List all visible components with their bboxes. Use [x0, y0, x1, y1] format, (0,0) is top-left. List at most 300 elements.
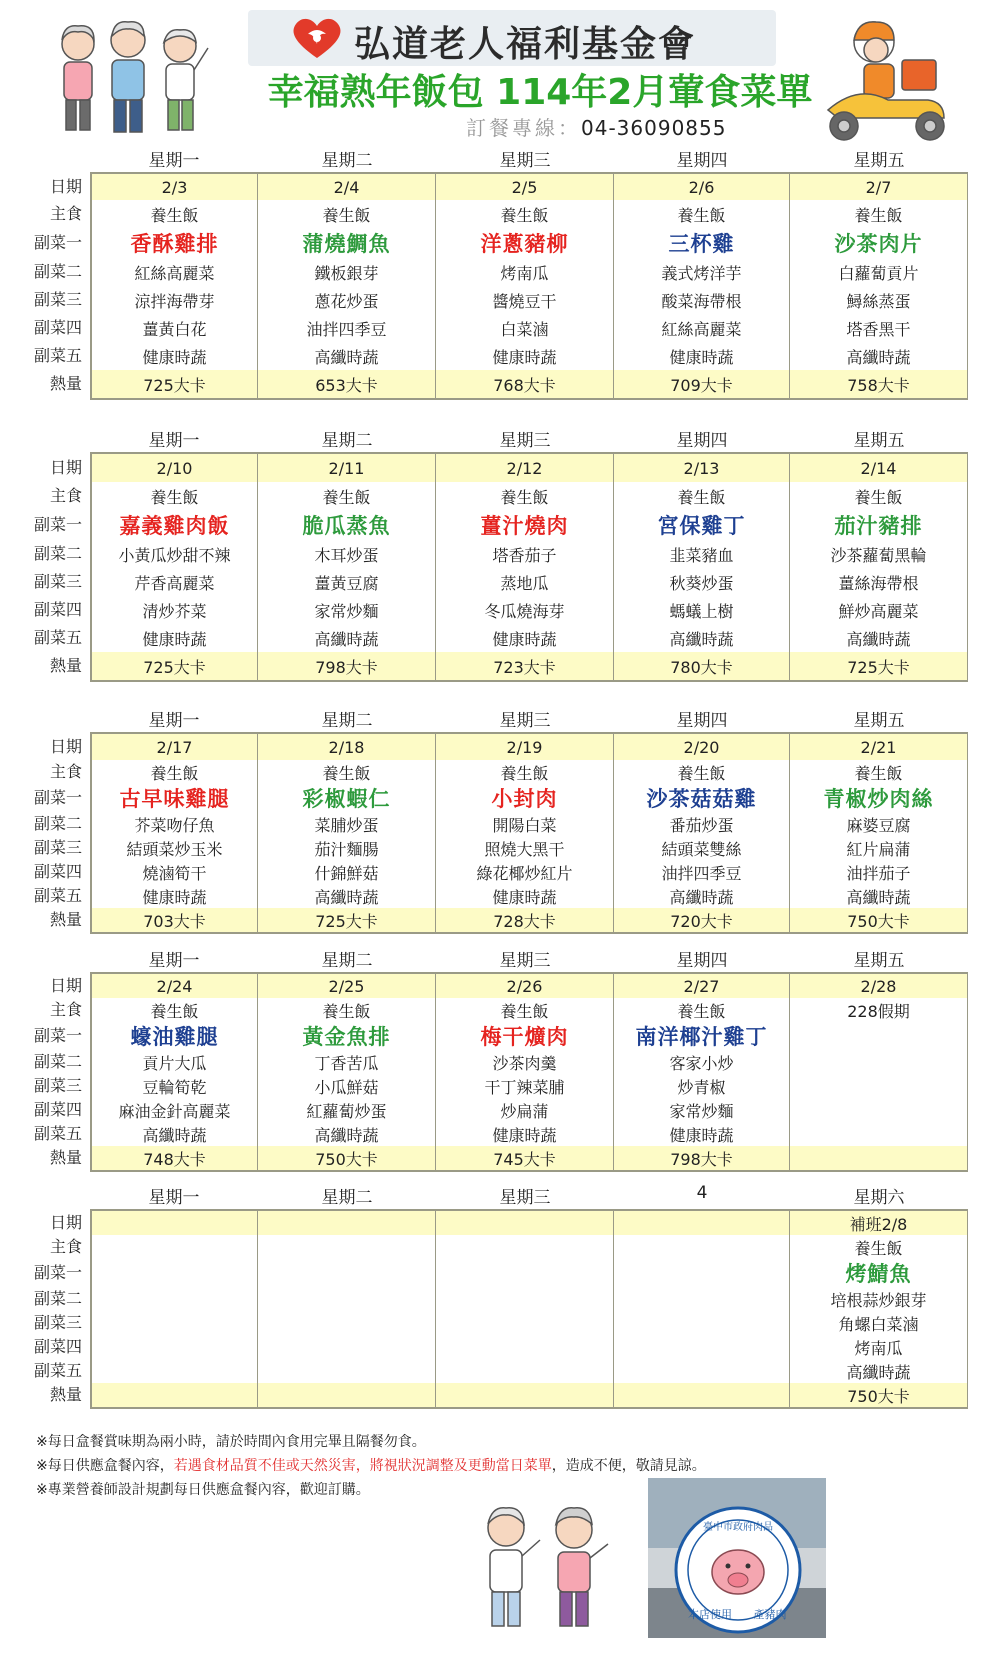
date-cell: [436, 174, 614, 200]
calorie-cell: [90, 1383, 258, 1407]
row-label: 副菜五: [33, 1124, 82, 1143]
menu-cell: [436, 228, 614, 258]
date-cell: [90, 974, 258, 998]
row-label: 副菜二: [33, 544, 82, 563]
dish-text: 麻油金針高麗菜: [118, 1101, 231, 1121]
date-cell: [258, 174, 436, 200]
menu-cell: [790, 998, 968, 1022]
dish-text: 鮮炒高麗菜: [838, 601, 919, 621]
featured-dish: 薑汁燒肉: [480, 514, 569, 538]
heart-logo-icon: [288, 16, 346, 60]
dish-text: 2/25: [328, 976, 365, 996]
dish-text: 紅蘿蔔炒蛋: [306, 1101, 387, 1121]
menu-cell: [614, 624, 790, 652]
menu-cell: [614, 1235, 790, 1259]
menu-cell: [436, 784, 614, 812]
calorie-cell: [90, 908, 258, 932]
day-header: 星期三: [499, 431, 551, 451]
menu-cell: [90, 286, 258, 314]
menu-cell: [258, 596, 436, 624]
row-label: 副菜四: [33, 318, 82, 337]
dish-text: 養生飯: [500, 1001, 549, 1021]
order-hotline: [466, 112, 726, 141]
menu-cell: [90, 540, 258, 568]
dish-text: 酸菜海帶根: [661, 291, 742, 311]
dish-text: 結頭菜炒玉米: [126, 839, 223, 859]
row-label: 日期: [49, 737, 82, 756]
menu-cell: [790, 482, 968, 510]
day-header: 星期四: [676, 951, 728, 971]
date-cell: [790, 1211, 968, 1235]
menu-cell: [790, 1359, 968, 1383]
note-menu-changes: [36, 1454, 706, 1478]
dish-text: 茄汁麵腸: [314, 839, 379, 859]
calorie-cell: [614, 1383, 790, 1407]
date-cell: [790, 974, 968, 998]
menu-cell: [436, 1359, 614, 1383]
menu-cell: [614, 1359, 790, 1383]
menu-cell: [258, 286, 436, 314]
dish-text: 炒扁蒲: [500, 1101, 549, 1121]
menu-cell: [614, 1335, 790, 1359]
dish-text: 家常炒麵: [669, 1101, 734, 1121]
dish-text: 客家小炒: [669, 1053, 734, 1073]
day-header: 星期一: [148, 1188, 200, 1208]
day-header: 星期六: [853, 1188, 905, 1208]
day-header: 星期四: [676, 431, 728, 451]
menu-cell: [90, 624, 258, 652]
dish-text: 塔香黑干: [846, 319, 911, 339]
menu-cell: [90, 760, 258, 784]
menu-cell: [90, 1335, 258, 1359]
badge-top-text: 臺中市政府肉品: [703, 1522, 773, 1533]
row-label: 日期: [49, 1213, 82, 1232]
dish-text: 725大卡: [315, 911, 378, 931]
notes: [36, 1430, 706, 1502]
calorie-cell: [258, 652, 436, 680]
dish-text: 748大卡: [143, 1149, 206, 1169]
dish-text: 薑絲海帶根: [838, 573, 919, 593]
menu-cell: [436, 314, 614, 342]
pork-certification-badge: [648, 1478, 826, 1638]
featured-dish: 宮保雞丁: [657, 514, 746, 538]
menu-cell: [790, 1259, 968, 1287]
menu-cell: [790, 1287, 968, 1311]
day-header: 星期三: [499, 711, 551, 731]
dish-text: 健康時蔬: [142, 347, 207, 367]
menu-cell: [614, 1074, 790, 1098]
date-cell: [790, 734, 968, 760]
dish-text: 768大卡: [493, 375, 556, 395]
featured-dish: 洋蔥豬柳: [480, 232, 569, 256]
date-cell: [436, 1211, 614, 1235]
dish-text: 干丁辣菜脯: [484, 1077, 565, 1097]
menu-cell: [258, 510, 436, 540]
menu-cell: [436, 1050, 614, 1074]
menu-cell: [614, 812, 790, 836]
menu-cell: [790, 1235, 968, 1259]
menu-cell: [436, 1074, 614, 1098]
menu-cell: [90, 1259, 258, 1287]
dish-text: 紅絲高麗菜: [134, 263, 215, 283]
dish-text: 芹香高麗菜: [134, 573, 215, 593]
featured-dish: 青椒炒肉絲: [823, 787, 934, 811]
menu-cell: [790, 342, 968, 370]
row-label: 副菜五: [33, 1361, 82, 1380]
dish-text: 養生飯: [677, 1001, 726, 1021]
menu-cell: [258, 342, 436, 370]
day-header: 星期五: [853, 151, 905, 171]
menu-cell: [258, 1335, 436, 1359]
featured-dish: 沙茶菇菇雞: [646, 787, 757, 811]
row-divider: [90, 1407, 968, 1409]
menu-cell: [614, 228, 790, 258]
menu-cell: [436, 286, 614, 314]
calorie-cell: [258, 908, 436, 932]
menu-cell: [258, 998, 436, 1022]
menu-cell: [90, 836, 258, 860]
menu-cell: [258, 1359, 436, 1383]
menu-cell: [436, 1311, 614, 1335]
featured-dish: 蒲燒鯛魚: [302, 232, 391, 256]
dish-text: 養生飯: [322, 205, 371, 225]
menu-cell: [790, 568, 968, 596]
dish-text: 豆輪筍乾: [142, 1077, 207, 1097]
day-header: 星期二: [321, 1188, 373, 1208]
dish-text: 蒸地瓜: [500, 573, 549, 593]
menu-cell: [790, 812, 968, 836]
featured-dish: 香酥雞排: [130, 232, 219, 256]
menu-cell: [258, 624, 436, 652]
dish-text: 麻婆豆腐: [846, 815, 911, 835]
dish-text: 烤南瓜: [854, 1338, 903, 1358]
menu-cell: [258, 1122, 436, 1146]
menu-cell: [614, 1050, 790, 1074]
day-header: 4: [696, 1183, 708, 1203]
featured-dish: 沙茶肉片: [834, 232, 923, 256]
date-cell: [90, 454, 258, 482]
menu-cell: [90, 1022, 258, 1050]
date-cell: [258, 1211, 436, 1235]
dish-text: 2/11: [328, 458, 365, 478]
row-label: 主食: [49, 1237, 82, 1256]
dish-text: 清炒芥菜: [142, 601, 207, 621]
dish-text: 高纖時蔬: [142, 1125, 207, 1145]
dish-text: 丁香苦瓜: [314, 1053, 379, 1073]
day-header: 星期三: [499, 1188, 551, 1208]
dish-text: 健康時蔬: [669, 1125, 734, 1145]
menu-cell: [436, 1022, 614, 1050]
row-label: 副菜三: [33, 1313, 82, 1332]
dish-text: 醬燒豆干: [492, 291, 557, 311]
menu-cell: [790, 1122, 968, 1146]
menu-cell: [90, 1050, 258, 1074]
menu-cell: [436, 510, 614, 540]
featured-dish: 脆瓜蒸魚: [302, 514, 391, 538]
menu-cell: [90, 1235, 258, 1259]
calorie-cell: [90, 652, 258, 680]
date-cell: [436, 974, 614, 998]
menu-cell: [436, 1098, 614, 1122]
dish-text: 750大卡: [847, 911, 910, 931]
dish-text: 開陽白菜: [492, 815, 557, 835]
calorie-cell: [790, 370, 968, 398]
menu-cell: [258, 812, 436, 836]
featured-dish: 彩椒蝦仁: [302, 787, 391, 811]
page-header: [0, 0, 1000, 150]
menu-cell: [90, 1074, 258, 1098]
calorie-cell: [436, 652, 614, 680]
menu-cell: [790, 596, 968, 624]
day-header: 星期五: [853, 711, 905, 731]
dish-text: 2/6: [688, 177, 715, 197]
date-cell: [614, 454, 790, 482]
menu-cell: [614, 286, 790, 314]
dish-text: 油拌四季豆: [306, 319, 387, 339]
dish-text: 高纖時蔬: [314, 887, 379, 907]
dish-text: 養生飯: [150, 763, 199, 783]
row-divider: [90, 680, 968, 682]
featured-dish: 嘉義雞肉飯: [119, 514, 230, 538]
badge-bottom-right: 產豬肉: [753, 1608, 787, 1621]
dish-text: 2/28: [860, 976, 897, 996]
dish-text: 高纖時蔬: [846, 887, 911, 907]
menu-cell: [790, 200, 968, 228]
dish-text: 高纖時蔬: [314, 347, 379, 367]
dish-text: 綠花椰炒紅片: [476, 863, 573, 883]
menu-cell: [90, 998, 258, 1022]
menu-cell: [436, 836, 614, 860]
row-label: 副菜三: [33, 838, 82, 857]
menu-cell: [258, 1074, 436, 1098]
row-divider: [90, 398, 968, 400]
menu-cell: [436, 1259, 614, 1287]
date-cell: [258, 734, 436, 760]
dish-text: 秋葵炒蛋: [669, 573, 734, 593]
menu-cell: [790, 1074, 968, 1098]
row-label: 主食: [49, 486, 82, 505]
dish-text: 養生飯: [677, 763, 726, 783]
day-header: 星期二: [321, 151, 373, 171]
row-label: 主食: [49, 204, 82, 223]
day-header: 星期二: [321, 951, 373, 971]
menu-cell: [258, 1050, 436, 1074]
dish-text: 養生飯: [854, 1238, 903, 1258]
row-label: 副菜五: [33, 346, 82, 365]
dish-text: 750大卡: [847, 1386, 910, 1406]
dish-text: 健康時蔬: [492, 347, 557, 367]
menu-cell: [614, 1098, 790, 1122]
dish-text: 2/3: [161, 177, 188, 197]
dish-text: 白蘿蔔貢片: [838, 263, 919, 283]
row-label: 副菜二: [33, 1052, 82, 1071]
row-label: 副菜一: [33, 515, 82, 534]
dish-text: 高纖時蔬: [846, 347, 911, 367]
day-header: 星期五: [853, 951, 905, 971]
menu-cell: [790, 836, 968, 860]
dish-text: 健康時蔬: [142, 629, 207, 649]
row-label: 日期: [49, 458, 82, 477]
menu-cell: [614, 1122, 790, 1146]
dish-text: 健康時蔬: [492, 887, 557, 907]
dish-text: 2/12: [506, 458, 543, 478]
menu-cell: [436, 258, 614, 286]
menu-cell: [258, 200, 436, 228]
menu-cell: [614, 1311, 790, 1335]
dish-text: 芥菜吻仔魚: [134, 815, 215, 835]
calorie-cell: [614, 652, 790, 680]
menu-cell: [258, 884, 436, 908]
date-cell: [436, 734, 614, 760]
dish-text: 高纖時蔬: [846, 1362, 911, 1382]
day-header: 星期五: [853, 431, 905, 451]
menu-cell: [614, 998, 790, 1022]
row-label: 熱量: [49, 1385, 82, 1404]
dish-text: 養生飯: [854, 487, 903, 507]
pork-certification-photo: [648, 1478, 826, 1638]
menu-cell: [436, 540, 614, 568]
dish-text: 723大卡: [493, 657, 556, 677]
calorie-cell: [790, 652, 968, 680]
menu-cell: [258, 258, 436, 286]
dish-text: 2/13: [683, 458, 720, 478]
day-header: 星期二: [321, 711, 373, 731]
menu-cell: [436, 998, 614, 1022]
date-cell: [614, 1211, 790, 1235]
calorie-cell: [258, 370, 436, 398]
dish-text: 鱘絲蒸蛋: [846, 291, 911, 311]
menu-cell: [258, 1311, 436, 1335]
dish-text: 養生飯: [854, 763, 903, 783]
dish-text: 家常炒麵: [314, 601, 379, 621]
dish-text: 2/14: [860, 458, 897, 478]
row-label: 主食: [49, 762, 82, 781]
day-header: 星期三: [499, 151, 551, 171]
row-label: 熱量: [49, 374, 82, 393]
menu-cell: [258, 1287, 436, 1311]
date-cell: [790, 174, 968, 200]
row-label: 副菜一: [33, 233, 82, 252]
dish-text: 養生飯: [322, 1001, 371, 1021]
menu-cell: [436, 1122, 614, 1146]
row-label: 副菜四: [33, 862, 82, 881]
elderly-group-illustration: [44, 18, 214, 136]
dish-text: 培根蒜炒銀芽: [830, 1290, 927, 1310]
menu-cell: [90, 884, 258, 908]
calorie-cell: [790, 1383, 968, 1407]
menu-cell: [258, 836, 436, 860]
menu-cell: [258, 760, 436, 784]
dish-text: 725大卡: [847, 657, 910, 677]
menu-cell: [614, 568, 790, 596]
hotline-number: 04-36090855: [581, 116, 727, 140]
dish-text: 冬瓜燒海芽: [484, 601, 565, 621]
dish-text: 750大卡: [315, 1149, 378, 1169]
calorie-cell: [790, 908, 968, 932]
org-name-banner: [248, 10, 776, 66]
menu-cell: [790, 228, 968, 258]
menu-cell: [258, 314, 436, 342]
menu-cell: [90, 510, 258, 540]
dish-text: 韭菜豬血: [669, 545, 734, 565]
dish-text: 紅片扁蒲: [846, 839, 911, 859]
dish-text: 養生飯: [150, 487, 199, 507]
row-label: 副菜一: [33, 788, 82, 807]
menu-cell: [614, 510, 790, 540]
page-title: 幸福熟年飯包 114年2月葷食菜單: [267, 72, 813, 113]
menu-cell: [90, 1311, 258, 1335]
menu-cell: [90, 314, 258, 342]
row-label: 副菜一: [33, 1026, 82, 1045]
menu-cell: [614, 1287, 790, 1311]
dish-text: 白菜滷: [500, 319, 549, 339]
dish-text: 薑黃白花: [142, 319, 207, 339]
featured-dish: 黃金魚排: [302, 1025, 391, 1049]
dish-text: 2/5: [511, 177, 538, 197]
menu-cell: [614, 314, 790, 342]
dish-text: 高纖時蔬: [669, 887, 734, 907]
calorie-cell: [258, 1383, 436, 1407]
menu-cell: [614, 836, 790, 860]
dish-text: 健康時蔬: [669, 347, 734, 367]
menu-cell: [90, 1098, 258, 1122]
dish-text: 養生飯: [677, 205, 726, 225]
menu-cell: [614, 784, 790, 812]
featured-dish: 茄汁豬排: [834, 514, 923, 538]
menu-cell: [790, 760, 968, 784]
menu-cell: [614, 760, 790, 784]
note-menu-changes-c: ，造成不便，敬請見諒。: [551, 1458, 706, 1474]
dish-text: 高纖時蔬: [314, 1125, 379, 1145]
menu-cell: [90, 812, 258, 836]
menu-cell: [436, 624, 614, 652]
dish-text: 720大卡: [670, 911, 733, 931]
calorie-cell: [790, 1146, 968, 1170]
dish-text: 高纖時蔬: [846, 629, 911, 649]
dish-text: 涼拌海帶芽: [134, 291, 215, 311]
row-label: 副菜四: [33, 1337, 82, 1356]
menu-cell: [790, 314, 968, 342]
dish-text: 725大卡: [143, 375, 206, 395]
menu-cell: [790, 1050, 968, 1074]
dish-text: 養生飯: [500, 205, 549, 225]
date-cell: [90, 174, 258, 200]
date-cell: [258, 454, 436, 482]
menu-cell: [258, 860, 436, 884]
date-cell: [258, 974, 436, 998]
row-label: 副菜三: [33, 290, 82, 309]
dish-text: 2/26: [506, 976, 543, 996]
menu-cell: [258, 540, 436, 568]
featured-dish: 三杯雞: [668, 232, 735, 256]
dish-text: 螞蟻上樹: [669, 601, 734, 621]
calorie-cell: [436, 370, 614, 398]
calorie-cell: [90, 1146, 258, 1170]
dish-text: 薑黃豆腐: [314, 573, 379, 593]
menu-cell: [436, 760, 614, 784]
dish-text: 703大卡: [143, 911, 206, 931]
dish-text: 沙茶肉羹: [492, 1053, 557, 1073]
dish-text: 炒青椒: [677, 1077, 726, 1097]
dish-text: 2/4: [333, 177, 360, 197]
menu-cell: [614, 1259, 790, 1287]
day-header: 星期二: [321, 431, 373, 451]
row-label: 副菜五: [33, 628, 82, 647]
menu-cell: [258, 1098, 436, 1122]
calorie-cell: [436, 1146, 614, 1170]
elderly-pair-illustration: [466, 1500, 616, 1634]
dish-text: 沙茶蘿蔔黑輪: [830, 545, 927, 565]
